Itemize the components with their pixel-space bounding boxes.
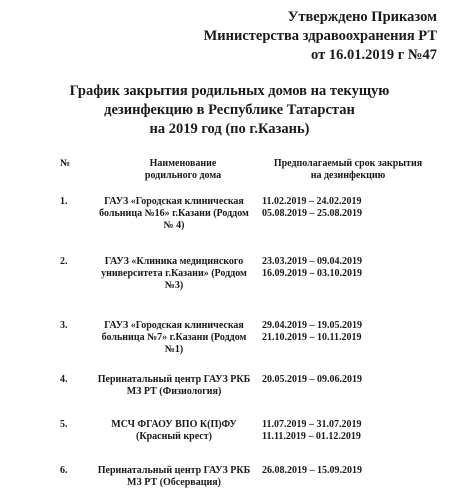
maternity-name-line: ГАУЗ «Клиника медицинского bbox=[104, 256, 244, 267]
maternity-name-line: университета г.Казани» (Роддом bbox=[101, 268, 247, 279]
closure-period: 23.03.2019 – 09.04.2019 bbox=[262, 256, 362, 267]
maternity-name-line: ГАУЗ «Городская клиническая bbox=[104, 196, 244, 207]
approval-line-3: от 16.01.2019 г №47 bbox=[311, 47, 437, 63]
column-header-number: № bbox=[60, 158, 71, 169]
closure-period: 16.09.2019 – 03.10.2019 bbox=[262, 268, 362, 279]
maternity-name-line: больница №16» г.Казани (Роддом bbox=[99, 208, 249, 219]
maternity-name-line: №3) bbox=[164, 280, 184, 291]
row-number: 4. bbox=[60, 374, 68, 385]
approval-line-2: Министерства здравоохранения РТ bbox=[203, 28, 437, 44]
column-header-dates-line-1: Предполагаемый срок закрытия bbox=[273, 158, 423, 169]
column-header-name bbox=[108, 158, 258, 182]
column-header-dates bbox=[258, 158, 438, 182]
closure-dates bbox=[262, 374, 412, 386]
column-header-name-line-1: Наименование bbox=[149, 158, 217, 169]
maternity-name bbox=[84, 196, 264, 232]
title-line-3: на 2019 год (по г.Казань) bbox=[149, 121, 310, 137]
closure-dates bbox=[262, 256, 412, 280]
maternity-name-line: № 4) bbox=[163, 220, 185, 231]
closure-period: 11.02.2019 – 24.02.2019 bbox=[262, 196, 362, 207]
maternity-name-line: (Красный крест) bbox=[136, 431, 212, 442]
closure-period: 29.04.2019 – 19.05.2019 bbox=[262, 320, 362, 331]
maternity-name bbox=[84, 374, 264, 398]
closure-period: 26.08.2019 – 15.09.2019 bbox=[262, 465, 362, 476]
row-number: 6. bbox=[60, 465, 68, 476]
row-number: 2. bbox=[60, 256, 68, 267]
closure-dates bbox=[262, 320, 412, 344]
document-title bbox=[0, 82, 459, 139]
maternity-name bbox=[84, 256, 264, 292]
maternity-name-line: №1) bbox=[164, 344, 184, 355]
closure-dates bbox=[262, 196, 412, 220]
maternity-name-line: МЗ РТ (Обсервация) bbox=[127, 477, 221, 488]
closure-period: 05.08.2019 – 25.08.2019 bbox=[262, 208, 362, 219]
closure-period: 11.11.2019 – 01.12.2019 bbox=[262, 431, 361, 442]
maternity-name-line: Перинатальный центр ГАУЗ РКБ bbox=[97, 465, 251, 476]
maternity-name-line: ГАУЗ «Городская клиническая bbox=[104, 320, 244, 331]
row-number: 5. bbox=[60, 419, 68, 430]
maternity-name bbox=[84, 419, 264, 443]
approval-stamp bbox=[204, 8, 437, 65]
closure-dates bbox=[262, 419, 412, 443]
closure-dates bbox=[262, 465, 412, 477]
maternity-name-line: МЗ РТ (Физиология) bbox=[126, 386, 222, 397]
maternity-name bbox=[84, 465, 264, 489]
row-number: 3. bbox=[60, 320, 68, 331]
title-line-1: График закрытия родильных домов на текущую bbox=[69, 83, 390, 99]
maternity-name bbox=[84, 320, 264, 356]
closure-period: 20.05.2019 – 09.06.2019 bbox=[262, 374, 362, 385]
closure-period: 21.10.2019 – 10.11.2019 bbox=[262, 332, 362, 343]
column-header-dates-line-2: на дезинфекцию bbox=[310, 170, 386, 181]
title-line-2: дезинфекцию в Республике Татарстан bbox=[104, 102, 355, 118]
closure-period: 11.07.2019 – 31.07.2019 bbox=[262, 419, 362, 430]
approval-line-1: Утверждено Приказом bbox=[287, 9, 437, 25]
row-number: 1. bbox=[60, 196, 68, 207]
maternity-name-line: Перинатальный центр ГАУЗ РКБ bbox=[97, 374, 251, 385]
maternity-name-line: МСЧ ФГАОУ ВПО К(П)ФУ bbox=[111, 419, 237, 430]
maternity-name-line: больница №7» г.Казани (Роддом bbox=[101, 332, 247, 343]
column-header-name-line-2: родильного дома bbox=[144, 170, 222, 181]
